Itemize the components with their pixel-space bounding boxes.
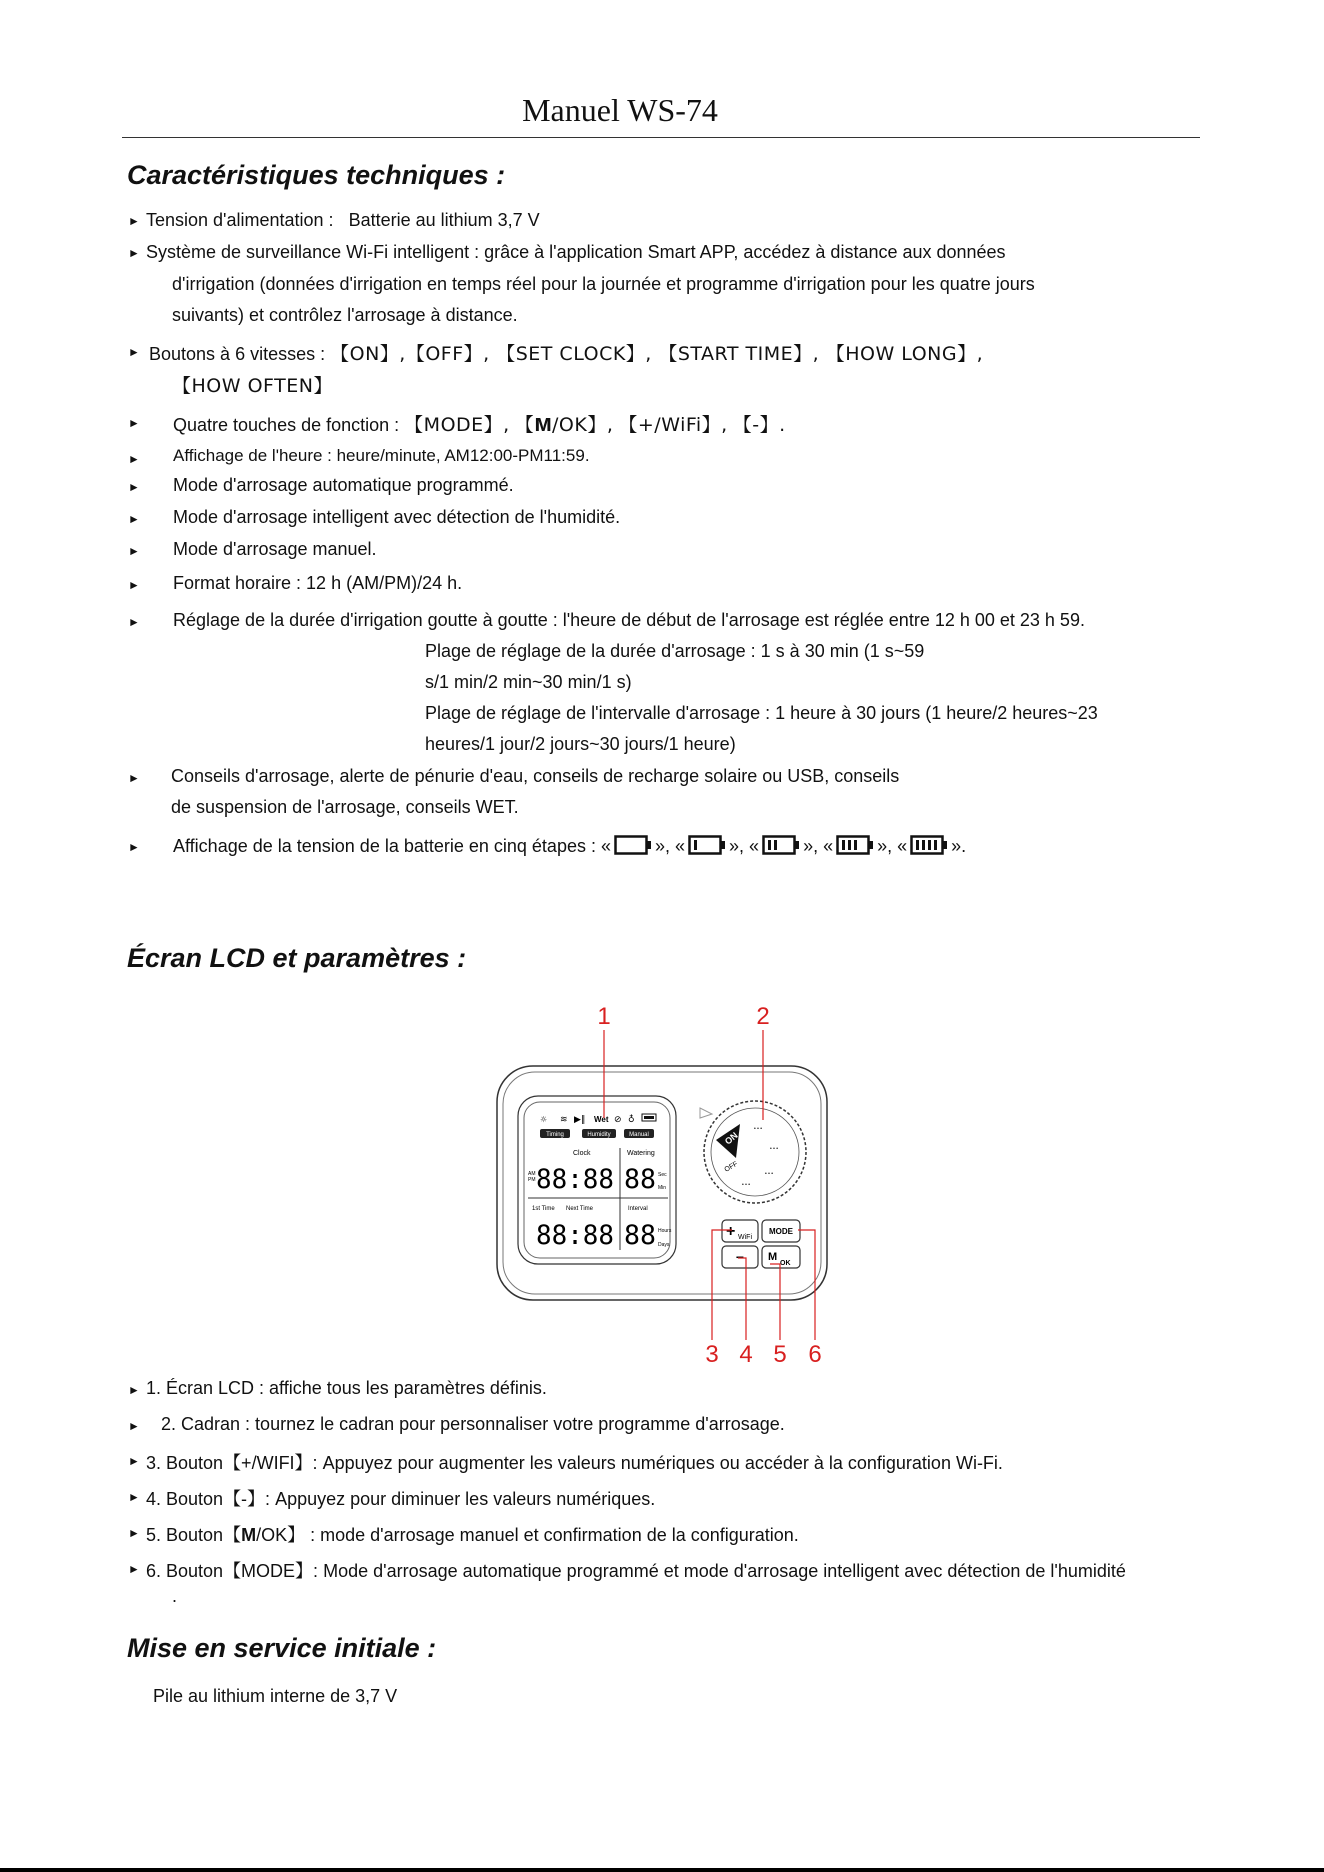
bullet-arrow-icon: ► xyxy=(128,1490,140,1504)
spec-touches-prefix: Quatre touches de fonction : xyxy=(173,415,400,435)
battery-close-quote: », xyxy=(729,836,750,856)
spec-reglage-line4: Plage de réglage de l'intervalle d'arrosage : 1 heure à 30 jours (1 heure/2 heures~23 xyxy=(425,703,1098,723)
spec-boutons-labels: 【ON】,【OFF】, 【SET CLOCK】, 【START TIME】, 【HOW LONG】, xyxy=(330,343,984,365)
spec-conseils-line1: Conseils d'arrosage, alerte de pénurie d'eau, conseils de recharge solaire ou USB, conseils xyxy=(171,766,900,786)
spec-conseils-line2: de suspension de l'arrosage, conseils WET. xyxy=(171,797,519,817)
dial-position-text: • • • xyxy=(754,1126,763,1132)
lcd-item-4-text: Appuyez pour diminuer les valeurs numériques. xyxy=(275,1489,656,1509)
lcd-first-time-label: 1st Time xyxy=(532,1206,555,1212)
lcd-item-3 xyxy=(146,1449,1003,1475)
btn-wifi-label: WiFi xyxy=(738,1234,752,1241)
bullet-arrow-icon: ► xyxy=(128,246,140,260)
callout-3: 3 xyxy=(705,1341,719,1365)
bullet-arrow-icon: ► xyxy=(128,214,140,228)
bullet-arrow-icon: ► xyxy=(128,512,140,526)
lcd-watering-digits: 88 xyxy=(624,1164,656,1195)
spec-item-intelligent: Mode d'arrosage intelligent avec détection de l'humidité. xyxy=(173,507,621,527)
battery-open-quote: « xyxy=(675,836,686,856)
heading-mise-en-service: Mise en service initiale : xyxy=(127,1633,437,1663)
btn-ok-label: OK xyxy=(780,1260,791,1267)
btn-minus-glyph: − xyxy=(735,1249,745,1265)
spec-touches-mode: 【MODE】, xyxy=(404,414,510,436)
lcd-interval-label: Interval xyxy=(628,1206,648,1212)
bullet-arrow-icon: ► xyxy=(128,1383,140,1397)
battery-open-quote: « xyxy=(897,836,908,856)
lcd-pm-label: PM xyxy=(528,1177,536,1183)
bullet-arrow-icon: ► xyxy=(128,615,140,629)
page-header-title: Manuel WS-74 xyxy=(522,92,718,128)
mise-en-service-text: Pile au lithium interne de 3,7 V xyxy=(153,1686,398,1706)
lcd-item-5-text: : mode d'arrosage manuel et confirmation de la configuration. xyxy=(310,1525,799,1545)
device-diagram xyxy=(490,1000,830,1365)
callout-1: 1 xyxy=(597,1003,611,1030)
battery-level-icon xyxy=(836,835,874,855)
dial-knob[interactable] xyxy=(704,1101,806,1203)
battery-open-quote: « xyxy=(823,836,834,856)
battery-level-icon xyxy=(614,835,652,855)
lcd-item-6-label: 6. Bouton【MODE】: xyxy=(146,1561,319,1581)
lcd-am-label: AM xyxy=(528,1171,536,1177)
lcd-item-5-label2: /OK】 xyxy=(256,1525,306,1545)
spec-reglage-line2: Plage de réglage de la durée d'arrosage : 1 s à 30 min (1 s~59 xyxy=(425,641,925,661)
footer-divider xyxy=(0,1868,1324,1872)
no-watering-icon: ⊘ xyxy=(614,1115,622,1125)
lcd-tag-humidity: Humidity xyxy=(587,1132,611,1138)
bullet-arrow-icon: ► xyxy=(128,840,140,854)
spec-touches-ok-open: 【 xyxy=(514,414,535,436)
lcd-clock-digits: 88:88 xyxy=(536,1164,614,1195)
lcd-item-4-label: 4. Bouton【-】: xyxy=(146,1489,271,1509)
battery-close-quote: », xyxy=(803,836,824,856)
spec-touches xyxy=(173,410,786,438)
spec-touches-minus: 【-】. xyxy=(732,414,786,436)
spec-touches-wifi: 【+/WiFi】, xyxy=(618,414,728,436)
spec-reglage-line1: Réglage de la durée d'irrigation goutte à goutte : l'heure de début de l'arrosage est réglée entre 12 h 00 et 23 h 59. xyxy=(173,610,1085,630)
play-pause-icon: ▶‖ xyxy=(574,1115,586,1125)
lcd-hours-label: Hours xyxy=(658,1228,672,1234)
lcd-item-6-dot: . xyxy=(172,1586,178,1606)
lcd-tag-timing: Timing xyxy=(546,1132,564,1138)
lcd-min-label: Min xyxy=(658,1185,667,1191)
spec-wifi-line3: suivants) et contrôlez l'arrosage à distance. xyxy=(172,305,518,325)
spec-item-affichage: Affichage de l'heure : heure/minute, AM12:00-PM11:59. xyxy=(173,446,590,465)
lcd-item-2: 2. Cadran : tournez le cadran pour personnaliser votre programme d'arrosage. xyxy=(161,1414,785,1434)
spec-boutons-prefix: Boutons à 6 vitesses : xyxy=(149,344,326,364)
battery-open-quote: « xyxy=(600,836,611,856)
bullet-arrow-icon: ► xyxy=(128,1454,140,1468)
spec-boutons-line2: 【HOW OFTEN】 xyxy=(172,375,333,397)
callout-5: 5 xyxy=(773,1341,787,1365)
bullet-arrow-icon: ► xyxy=(128,578,140,592)
battery-level-icon xyxy=(688,835,726,855)
battery-level-icon xyxy=(762,835,800,855)
spec-tension xyxy=(146,210,540,231)
bullet-arrow-icon: ► xyxy=(128,452,140,466)
spec-item-auto: Mode d'arrosage automatique programmé. xyxy=(173,475,514,495)
spec-reglage-line3: s/1 min/2 min~30 min/1 s) xyxy=(425,672,632,692)
battery-close-quote: », xyxy=(655,836,676,856)
spec-tension-value: Batterie au lithium 3,7 V xyxy=(348,210,540,230)
wet-label: Wet xyxy=(594,1115,609,1124)
lcd-interval-digits: 88 xyxy=(624,1220,656,1251)
lcd-days-label: Days xyxy=(658,1242,670,1248)
bullet-arrow-icon: ► xyxy=(128,1562,140,1576)
spec-item-manuel: Mode d'arrosage manuel. xyxy=(173,539,377,559)
spec-wifi-line2: d'irrigation (données d'irrigation en temps réel pour la journée et programme d'irrigation pour les quatre jours xyxy=(172,274,1035,294)
lcd-item-3-label: 3. Bouton【+/WIFI】: xyxy=(146,1453,318,1473)
heading-ecran-lcd: Écran LCD et paramètres : xyxy=(127,943,467,973)
lcd-clock-label: Clock xyxy=(573,1150,591,1157)
manual-m-icon: ᴍ xyxy=(534,410,552,437)
manual-m-icon: M xyxy=(241,1525,257,1545)
heading-caracteristiques: Caractéristiques techniques : xyxy=(127,160,506,190)
lcd-item-1: 1. Écran LCD : affiche tous les paramètres définis. xyxy=(146,1378,547,1398)
callout-4: 4 xyxy=(739,1341,753,1365)
bullet-arrow-icon: ► xyxy=(128,416,140,430)
spec-item-format: Format horaire : 12 h (AM/PM)/24 h. xyxy=(173,573,463,593)
battery-levels-row xyxy=(601,836,966,856)
lcd-item-5 xyxy=(146,1521,799,1547)
wifi-icon: ≋ xyxy=(560,1115,568,1125)
lcd-item-3-text: Appuyez pour augmenter les valeurs numériques ou accéder à la configuration Wi-Fi. xyxy=(322,1453,1003,1473)
battery-close-quote: », xyxy=(877,836,898,856)
lcd-item-6 xyxy=(146,1557,1126,1583)
callout-2: 2 xyxy=(756,1003,770,1030)
battery-open-quote: « xyxy=(749,836,760,856)
bullet-arrow-icon: ► xyxy=(128,480,140,494)
callout-6: 6 xyxy=(808,1341,822,1365)
dial-position-text: • • • xyxy=(770,1146,779,1152)
dial-position-text: • • • xyxy=(742,1182,751,1188)
tap-icon: ♁ xyxy=(628,1115,635,1125)
spec-batterie-text: Affichage de la tension de la batterie en cinq étapes : xyxy=(173,836,596,856)
lcd-item-4 xyxy=(146,1485,655,1511)
bullet-arrow-icon: ► xyxy=(128,544,140,558)
bullet-arrow-icon: ► xyxy=(128,771,140,785)
btn-plus-glyph: + xyxy=(726,1223,736,1240)
spec-tension-label: Tension d'alimentation : xyxy=(146,210,334,230)
battery-level-icon xyxy=(910,835,948,855)
header-divider xyxy=(122,137,1200,138)
spec-batterie xyxy=(173,835,966,857)
btn-mode-label: MODE xyxy=(769,1227,793,1236)
lcd-item-5-label: 5. Bouton【 xyxy=(146,1525,242,1545)
dial-off-label: OFF xyxy=(723,1160,740,1174)
btn-manual-icon: M xyxy=(768,1251,778,1263)
battery-close-quote: ». xyxy=(951,836,967,856)
spec-wifi-line1: Système de surveillance Wi-Fi intelligent : grâce à l'application Smart APP, accédez à distance aux données xyxy=(146,242,1006,262)
lcd-watering-label: Watering xyxy=(627,1150,655,1157)
spec-boutons-line1 xyxy=(149,339,983,366)
dial-on-label: ON xyxy=(722,1130,740,1147)
bullet-arrow-icon: ► xyxy=(128,345,140,359)
dial-position-text: • • • xyxy=(765,1171,774,1177)
bullet-arrow-icon: ► xyxy=(128,1526,140,1540)
spec-reglage-line5: heures/1 jour/2 jours~30 jours/1 heure) xyxy=(425,734,736,754)
lcd-item-6-text: Mode d'arrosage automatique programmé et mode d'arrosage intelligent avec détection de l'humidité xyxy=(323,1561,1126,1581)
solar-icon: ☼ xyxy=(540,1115,548,1124)
lcd-tag-manual: Manual xyxy=(629,1132,649,1138)
lcd-sec-label: Sec xyxy=(658,1172,667,1178)
spec-touches-ok-rest: /OK】, xyxy=(552,414,614,436)
lcd-time-digits: 88:88 xyxy=(536,1220,614,1251)
lcd-next-time-label: Next Time xyxy=(566,1206,594,1212)
bullet-arrow-icon: ► xyxy=(128,1419,140,1433)
